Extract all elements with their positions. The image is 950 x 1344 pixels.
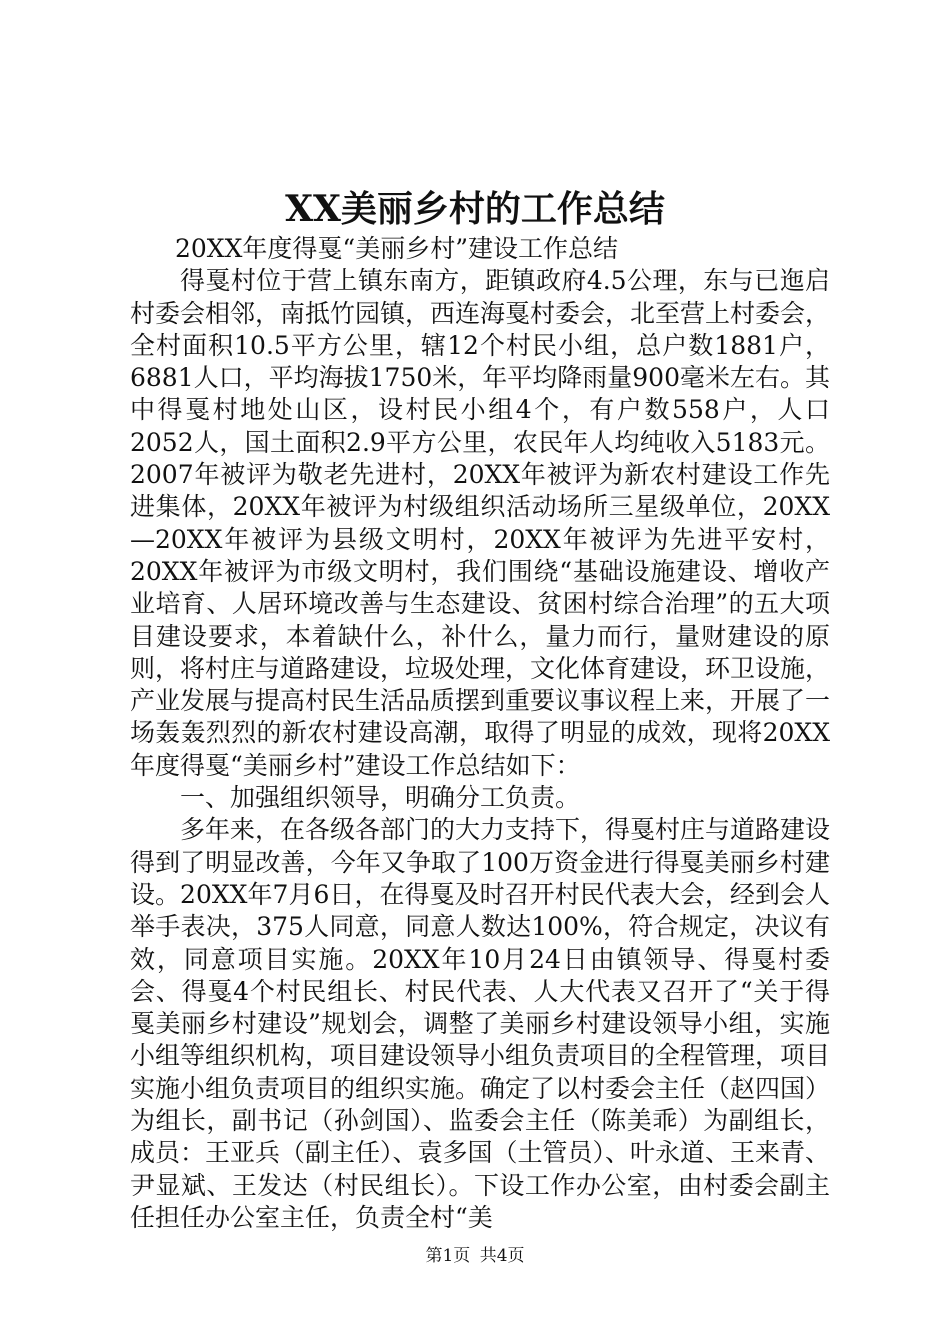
document-title: XX美丽乡村的工作总结 [285, 188, 665, 230]
page-footer [0, 1244, 950, 1268]
intro-paragraph: 得戛村位于营上镇东南方，距镇政府4.5公理，东与已迤启村委会相邻，南抵竹园镇，西连海戛村委会，北至营上村委会，全村面积10.5平方公里，辖12个村民小组，总户数1881户，6881人口，平均海拔1750米，年平均降雨量900毫米左右。其中得戛村地处山区，设村民小组4个，有户数558户，人口2052人，国土面积2.9平方公里，农民年人均纯收入5183元。2007年被评为敬老先进村，20XX年被评为新农村建设工作先进集体，20XX年被评为村级组织活动场所三星级单位，20XX—20XX年被评为县级文明村，20XX年被评为先进平安村，20XX年被评为市级文明村，我们围绕“基础设施建设、增收产业培育、人居环境改善与生态建设、贫困村综合治理”的五大项目建设要求，本着缺什么，补什么，量力而行，量财建设的原则，将村庄与道路建设，垃圾处理，文化体育建设，环卫设施，产业发展与提高村民生活品质摆到重要议事议程上来，开展了一场轰轰烈烈的新农村建设高潮，取得了明显的成效，现将20XX年度得戛“美丽乡村”建设工作总结如下： [130, 266, 831, 780]
page-total: 共4页 [479, 1246, 525, 1266]
page-number: 第1页 [425, 1246, 471, 1266]
section-paragraph: 多年来，在各级各部门的大力支持下，得戛村庄与道路建设得到了明显改善，今年又争取了100万资金进行得戛美丽乡村建设。20XX年7月6日，在得戛及时召开村民代表大会，经到会人举手表决，375人同意，同意人数达100%，符合规定，决议有效，同意项目实施。20XX年10月24日由镇领导、得戛村委会、得戛4个村民组长、村民代表、人大代表又召开了“关于得戛美丽乡村建设”规划会，调整了美丽乡村建设领导小组，实施小组等组织机构，项目建设领导小组负责项目的全程管理，项目实施小组负责项目的组织实施。确定了以村委会主任（赵四国）为组长，副书记（孙剑国）、监委会主任（陈美乖）为副组长，成员：王亚兵（副主任）、袁多国（土管员）、叶永道、王来青、尹显斌、王发达（村民组长）。下设工作办公室，由村委会副主任担任办公室主任，负责全村“美 [130, 815, 831, 1232]
subtitle-paragraph: 20XX年度得戛“美丽乡村”建设工作总结 [175, 234, 618, 263]
section-heading: 一、加强组织领导，明确分工负责。 [180, 783, 581, 813]
document-body [130, 233, 830, 1234]
